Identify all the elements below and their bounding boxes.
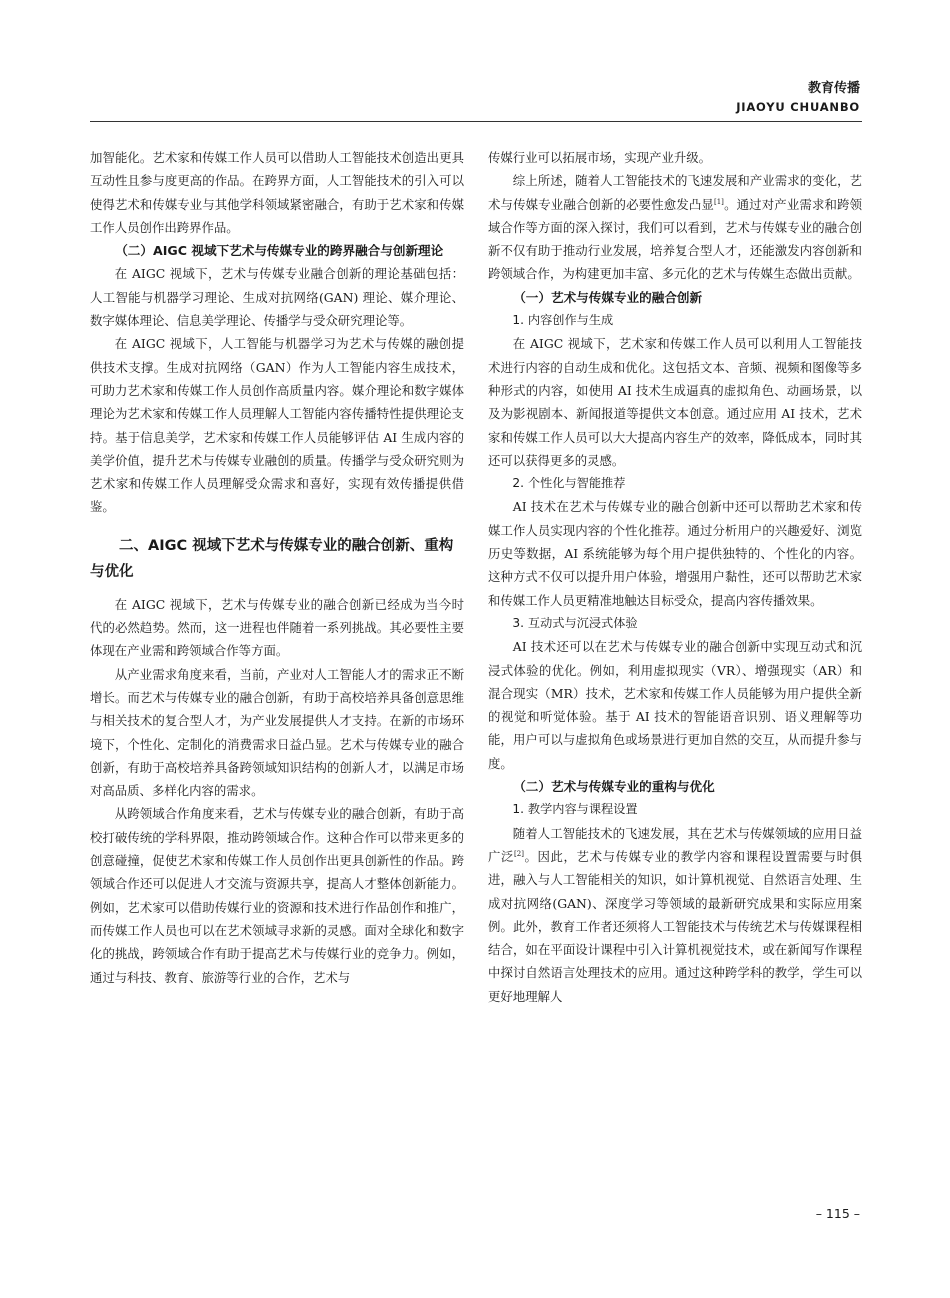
paragraph: 加智能化。艺术家和传媒工作人员可以借助人工智能技术创造出更具互动性且参与度更高的作品。在跨界方面，人工智能技术的引入可以使得艺术和传媒专业与其他学科领域紧密融合，有助于艺术家和传媒工作人员创作出跨界作品。 — [90, 150, 464, 235]
paragraph: 在 AIGC 视域下，人工智能与机器学习为艺术与传媒的融创提供技术支撑。生成对抗网络（GAN）作为人工智能内容生成技术，可助力艺术家和传媒工作人员创作高质量内容。媒介理论和数字媒体理论为艺术家和传媒工作人员理解人工智能内容传播特性提供理论支持。基于信息美学，艺术家和传媒工作人员能够评估 AI 生成内容的美学价值，提升艺术与传媒专业融创的质量。传播学与受众研究则为艺术家和传媒工作人员理解受众需求和喜好，实现有效传播提供借鉴。 — [90, 336, 464, 515]
paragraph: 在 AIGC 视域下，艺术与传媒专业的融合创新已经成为当今时代的必然趋势。然而，这一进程也伴随着一系列挑战。其必要性主要体现在产业需和跨领域合作等方面。 — [90, 596, 464, 659]
paragraph — [488, 169, 862, 285]
paragraph: AI 技术在艺术与传媒专业的融合创新中还可以帮助艺术家和传媒工作人员实现内容的个性化推荐。通过分析用户的兴趣爱好、浏览历史等数据，AI 系统能够为每个用户提供独特的、个性化的内容。这种方式不仅可以提升用户体验，增强用户黏性，还可以帮助艺术家和传媒工作人员更精准地触达目标受众，提高内容传播效果。 — [488, 499, 862, 608]
paragraph-text: 。因此，艺术与传媒专业的教学内容和课程设置需要与时俱进，融入与人工智能相关的知识，如计算机视觉、自然语言处理、生成对抗网络(GAN)、深度学习等领域的最新研究成果和实际应用案例。此外，教育工作者还须将人工智能技术与传统艺术与传媒课程相结合，如在平面设计课程中引入计算机视觉技术，或在新闻写作课程中探讨自然语言处理技术的应用。通过这种跨学科的教学，学生可以更好地理解人 — [488, 848, 863, 1004]
journal-title-en: JIAOYU CHUANBO — [736, 100, 860, 114]
sub-subsection-heading: 3. 互动式与沉浸式体验 — [512, 615, 638, 630]
citation-ref: [2] — [514, 849, 524, 858]
paragraph: 从跨领域合作角度来看，艺术与传媒专业的融合创新，有助于高校打破传统的学科界限，推动跨领域合作。这种合作可以带来更多的创意碰撞，促使艺术家和传媒工作人员创作出更具创新性的作品。跨领域合作还可以促进人才交流与资源共享，提高人才整体创新能力。例如，艺术家可以借助传媒行业的资源和技术进行作品创作和推广，而传媒工作人员也可以在艺术领域寻求新的灵感。面对全球化和数字化的挑战，跨领域合作有助于提高艺术与传媒行业的竞争力。例如，通过与科技、教育、旅游等行业的合作，艺术与 — [90, 806, 464, 985]
paragraph: 从产业需求角度来看，当前，产业对人工智能人才的需求正不断增长。而艺术与传媒专业的融合创新，有助于高校培养具备创意思维与相关技术的复合型人才，为产业发展提供人才支持。在新的市场环境下，个性化、定制化的消费需求日益凸显。艺术与传媒专业的融合创新，有助于高校培养具备跨领域知识结构的创新人才，以满足市场对高品质、多样化内容的需求。 — [90, 666, 464, 799]
paragraph: AI 技术还可以在艺术与传媒专业的融合创新中实现互动式和沉浸式体验的优化。例如，利用虚拟现实（VR）、增强现实（AR）和混合现实（MR）技术，艺术家和传媒工作人员能够为用户提供全新的视觉和听觉体验。基于 AI 技术的智能语音识别、语义理解等功能，用户可以与虚拟角色或场景进行更加自然的交互，从而提升参与度。 — [488, 639, 862, 771]
journal-title-cn: 教育传播 — [807, 81, 860, 96]
paragraph: 在 AIGC 视域下，艺术与传媒专业融合创新的理论基础包括：人工智能与机器学习理论、生成对抗网络(GAN) 理论、媒介理论、数字媒体理论、信息美学理论、传播学与受众研究理论等。 — [90, 266, 464, 329]
sub-subsection-heading: 2. 个性化与智能推荐 — [512, 476, 626, 491]
paragraph — [488, 822, 862, 1008]
right-column — [488, 146, 862, 1008]
paragraph: 在 AIGC 视域下，艺术家和传媒工作人员可以利用人工智能技术进行内容的自动生成和优化。这包括文本、音频、视频和图像等多种形式的内容，如使用 AI 技术生成逼真的虚拟角色、动画场景，以及为影视剧本、新闻报道等提供文本创意。通过应用 AI 技术，艺术家和传媒工作人员可以大大提高内容生产的效率，降低成本，同时其还可以获得更多的灵感。 — [488, 336, 862, 468]
section-heading: 二、AIGC 视域下艺术与传媒专业的融合创新、重构与优化 — [90, 537, 454, 580]
sub-subsection-heading: 1. 内容创作与生成 — [512, 313, 614, 328]
subsection-heading: （一）艺术与传媒专业的融合创新 — [513, 289, 703, 305]
page-number: – 115 – — [815, 1206, 860, 1221]
sub-subsection-heading: 1. 教学内容与课程设置 — [512, 802, 638, 817]
paragraph-text: 综上所述，随着人工智能技术的飞速发展和产业需求的变化，艺术与传媒专业融合创新的必要性愈发凸显 — [488, 173, 862, 212]
paragraph-text: 。通过对产业需求和跨领域合作等方面的深入探讨，我们可以看到，艺术与传媒专业的融合创新不仅有助于推动行业发展，培养复合型人才，还能激发内容创新和跨领域合作，为构建更加丰富、多元化的艺术与传媒生态做出贡献。 — [488, 196, 863, 282]
subsection-heading: （二）艺术与传媒专业的重构与优化 — [513, 779, 715, 795]
paragraph: 传媒行业可以拓展市场，实现产业升级。 — [488, 150, 712, 165]
paragraph-text: 随着人工智能技术的飞速发展，其在艺术与传媒领域的应用日益广泛 — [488, 825, 862, 864]
running-header — [736, 80, 860, 116]
subsection-heading: （二）AIGC 视域下艺术与传媒专业的跨界融合与创新理论 — [115, 243, 444, 259]
left-column — [90, 146, 464, 989]
header-rule — [90, 121, 862, 122]
citation-ref: [1] — [713, 197, 724, 206]
